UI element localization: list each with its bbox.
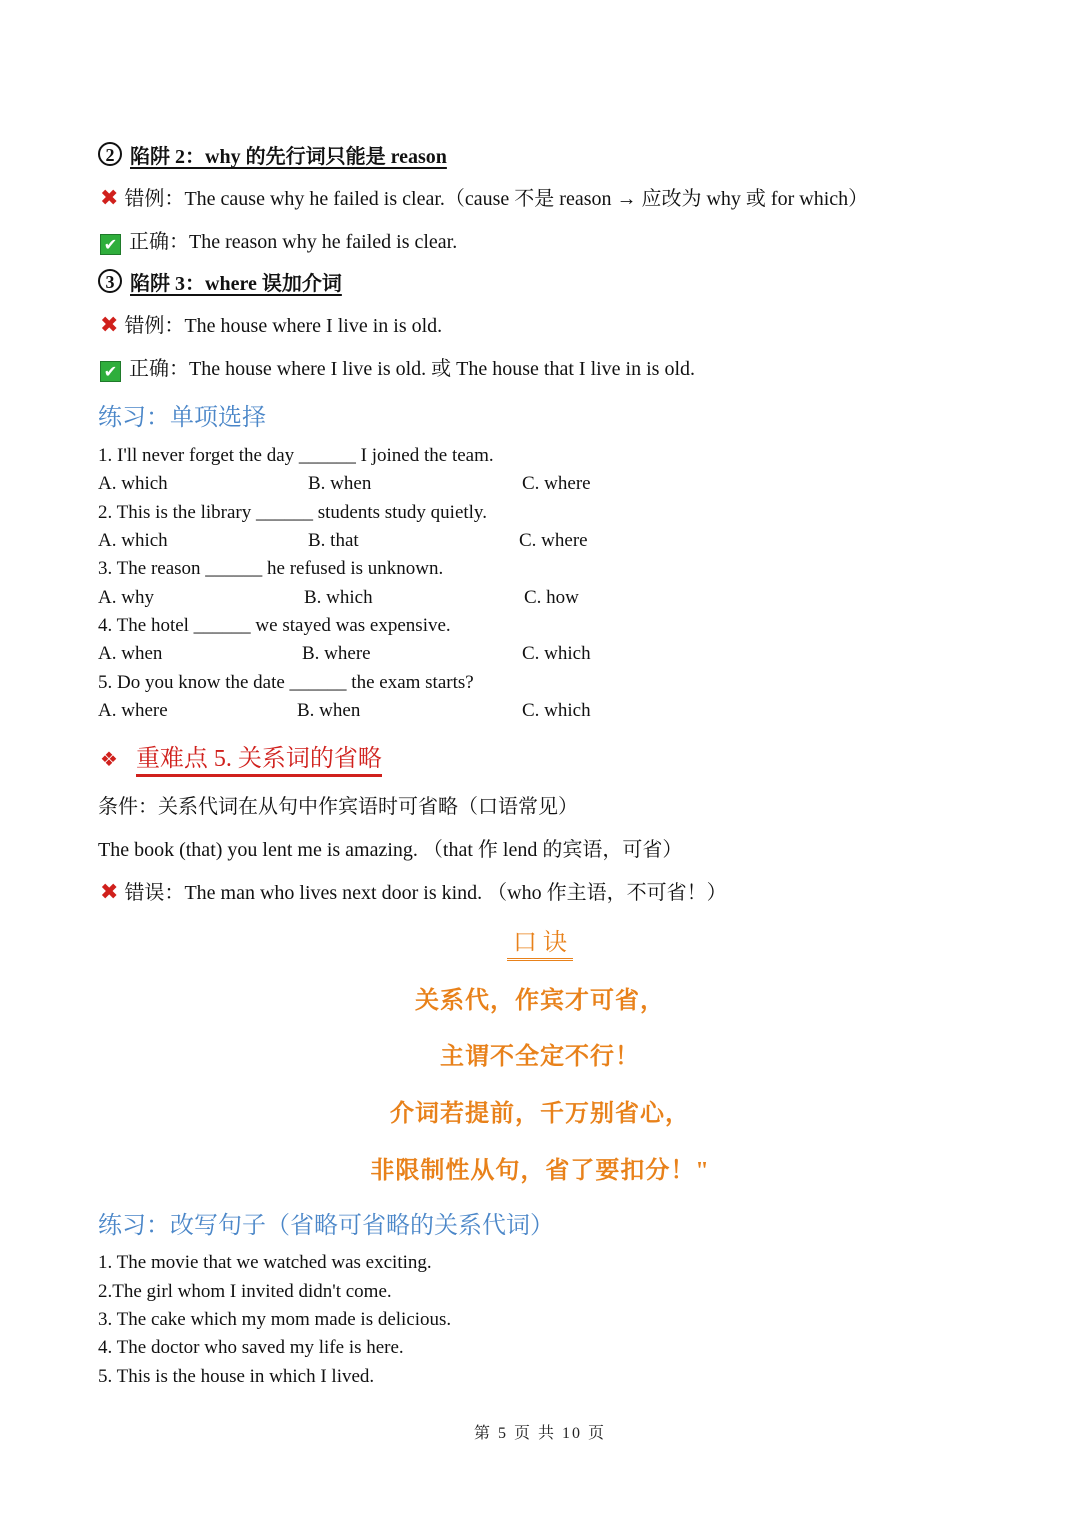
check-box-icon: ✔ [100, 234, 121, 255]
question-5: 5. Do you know the date ______ the exam starts? [98, 672, 474, 693]
right-label: 正确： [129, 358, 189, 380]
keypoint5-title: 重难点 5. 关系词的省略 [136, 746, 382, 777]
option-a: A. why [98, 587, 154, 608]
rhyme-line-1: 关系代，作宾才可省， [415, 988, 665, 1014]
option-a: A. where [98, 700, 168, 721]
trap2-right-line [100, 225, 457, 255]
exercise1-title: 练习：单项选择 [98, 405, 266, 431]
right-label: 正确： [129, 231, 189, 253]
page-number-footer: 第 5 页 共 10 页 [473, 1425, 606, 1442]
question-1: 1. I'll never forget the day ______ I joined the team. [98, 445, 494, 466]
keypoint5-error-line [100, 876, 727, 905]
option-b: B. when [308, 473, 372, 494]
cross-mark-icon: ✖ [100, 313, 119, 338]
circled-number: 2 [98, 142, 122, 166]
question-3: 3. The reason ______ he refused is unknown. [98, 558, 444, 579]
option-c: C. where [519, 530, 588, 551]
option-c: C. which [522, 700, 591, 721]
option-b: B. that [308, 530, 359, 551]
cross-mark-icon: ✖ [100, 186, 119, 211]
wrong-example: The house where I live in is old. [184, 315, 443, 337]
rhyme-title-wrap [0, 922, 1080, 957]
option-a: A. which [98, 473, 168, 494]
rewrite-item-3: 3. The cake which my mom made is delicious. [98, 1309, 452, 1330]
option-a: A. when [98, 643, 163, 664]
question-2: 2. This is the library ______ students study quietly. [98, 502, 487, 523]
option-b: B. when [297, 700, 361, 721]
trap3-heading-text: 陷阱 3：where 误加介词 [130, 273, 342, 295]
question-4: 4. The hotel ______ we stayed was expensive. [98, 615, 451, 636]
cross-mark-icon: ✖ [100, 880, 119, 905]
keypoint5-condition: 条件：关系代词在从句中作宾语时可省略（口语常见） [98, 796, 578, 818]
circled-number: 3 [98, 269, 122, 293]
rhyme-line-3: 介词若提前，千万别省心， [390, 1101, 690, 1127]
keypoint5-heading [100, 738, 382, 773]
option-c: C. which [522, 643, 591, 664]
rewrite-item-1: 1. The movie that we watched was exciting. [98, 1252, 432, 1273]
exercise2-title: 练习：改写句子（省略可省略的关系代词） [98, 1213, 554, 1239]
rhyme-line-2: 主谓不全定不行！ [440, 1044, 640, 1070]
wrong-example: The cause why he failed is clear.（cause 不是 reason → 应改为 why 或 for which） [184, 188, 869, 210]
check-box-icon: ✔ [100, 361, 121, 382]
wrong-label: 错例： [124, 315, 185, 337]
diamond-bullet-icon: ❖ [100, 747, 118, 771]
trap3-wrong-line [100, 309, 442, 338]
right-example: The house where I live is old. 或 The house that I live in is old. [189, 358, 696, 380]
trap3-right-line [100, 352, 695, 382]
trap2-heading [98, 140, 447, 169]
rewrite-item-4: 4. The doctor who saved my life is here. [98, 1337, 404, 1358]
rhyme-title: 口 诀 [507, 930, 573, 961]
rewrite-item-2: 2.The girl whom I invited didn't come. [98, 1281, 392, 1302]
option-c: C. where [522, 473, 591, 494]
trap2-heading-text: 陷阱 2：why 的先行词只能是 reason [130, 146, 447, 168]
error-example: The man who lives next door is kind. （who 作主语，不可省！） [184, 882, 727, 904]
error-label: 错误： [124, 882, 185, 904]
rewrite-item-5: 5. This is the house in which I lived. [98, 1366, 375, 1387]
option-b: B. where [302, 643, 371, 664]
keypoint5-example: The book (that) you lent me is amazing. （that 作 lend 的宾语，可省） [98, 839, 683, 861]
trap3-heading [98, 267, 342, 296]
option-b: B. which [304, 587, 373, 608]
option-a: A. which [98, 530, 168, 551]
right-example: The reason why he failed is clear. [189, 231, 458, 253]
trap2-wrong-line [100, 182, 868, 211]
rhyme-line-4: 非限制性从句，省了要扣分！" [370, 1158, 710, 1184]
wrong-label: 错例： [124, 188, 185, 210]
option-c: C. how [524, 587, 579, 608]
